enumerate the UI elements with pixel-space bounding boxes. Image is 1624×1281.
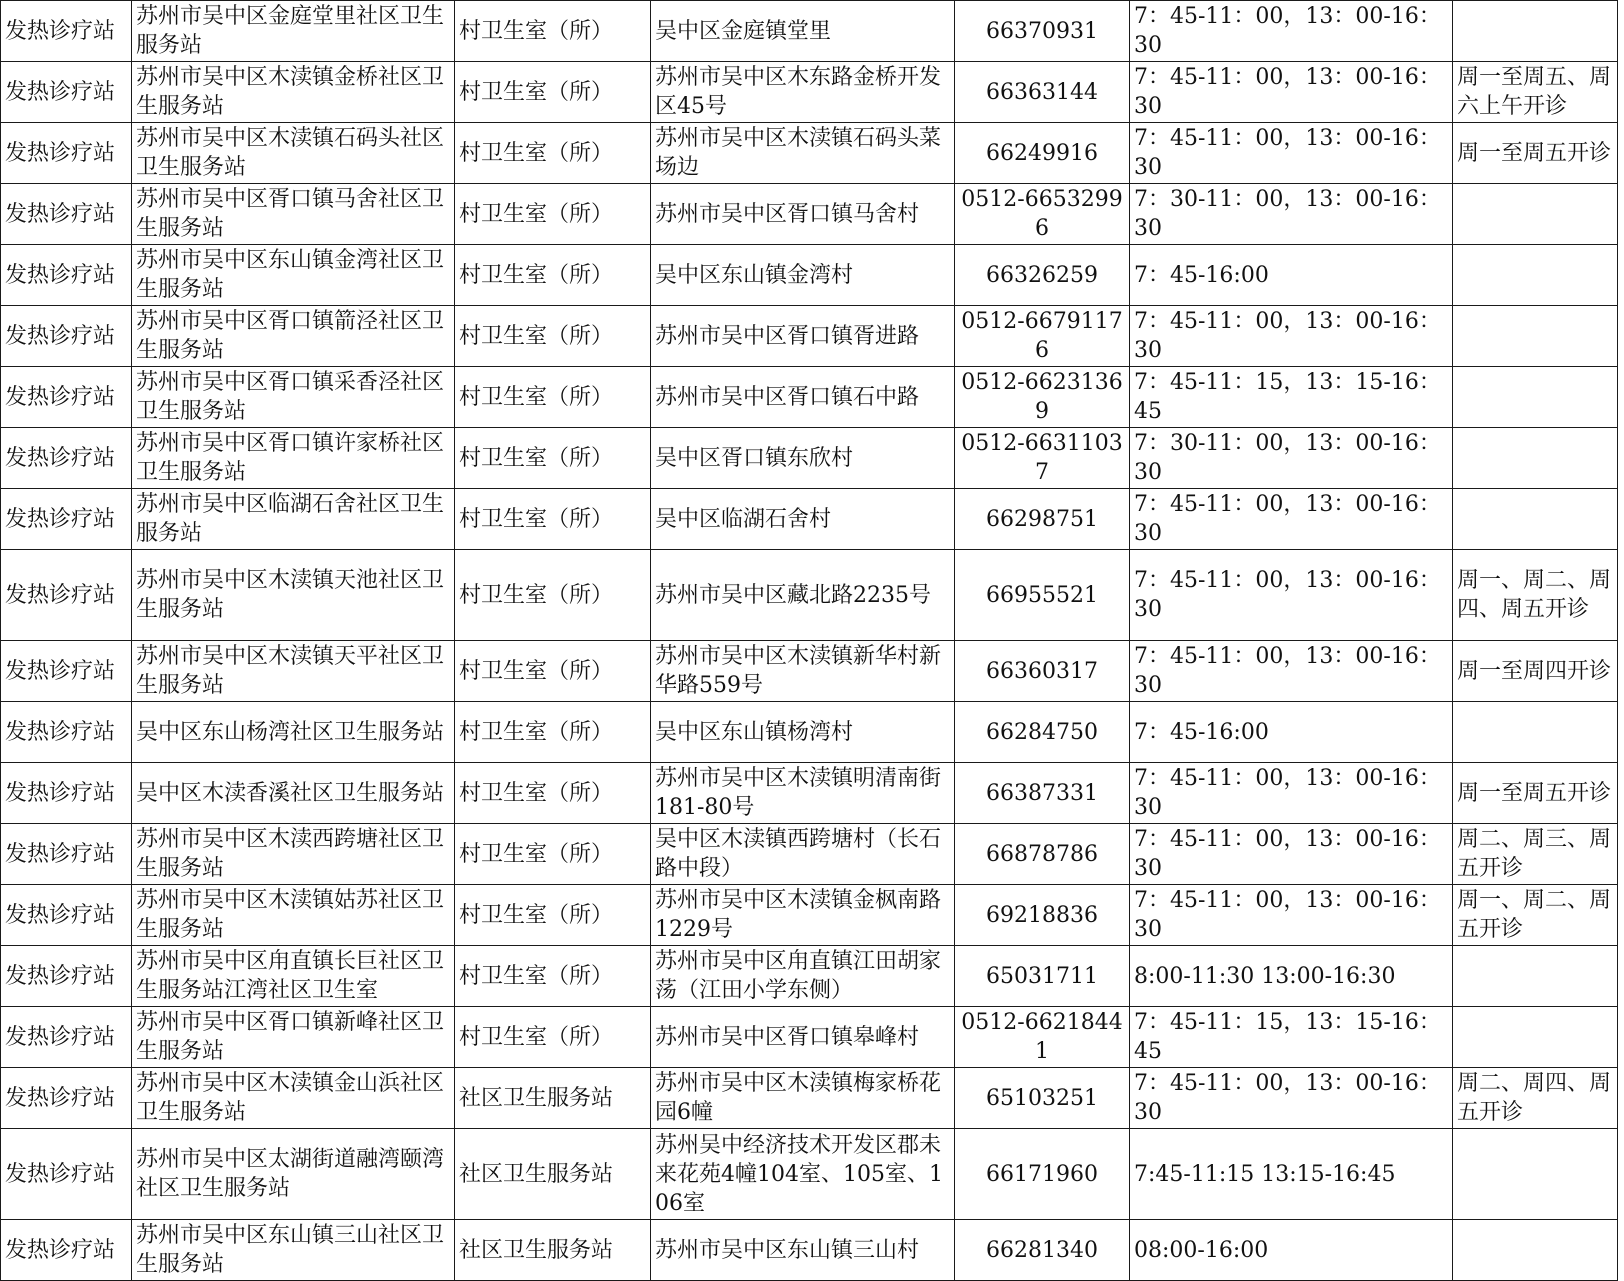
facility-type-cell: 村卫生室（所）	[455, 428, 651, 489]
phone-cell: 0512-66218441	[955, 1007, 1130, 1068]
address-cell: 苏州市吴中区胥口镇石中路	[651, 367, 955, 428]
phone-cell: 66249916	[955, 123, 1130, 184]
table-row	[1, 184, 1618, 245]
category-cell: 发热诊疗站	[1, 428, 132, 489]
table-row	[1, 62, 1618, 123]
facility-type-cell: 社区卫生服务站	[455, 1068, 651, 1129]
note-cell	[1453, 1220, 1618, 1281]
station-name-cell: 苏州市吴中区甪直镇长巨社区卫生服务站江湾社区卫生室	[132, 946, 455, 1007]
station-name-cell: 苏州市吴中区木渎镇金桥社区卫生服务站	[132, 62, 455, 123]
category-cell: 发热诊疗站	[1, 1220, 132, 1281]
phone-cell: 66387331	[955, 763, 1130, 824]
station-name-cell: 苏州市吴中区木渎镇天平社区卫生服务站	[132, 641, 455, 702]
table-row	[1, 885, 1618, 946]
note-cell	[1453, 1129, 1618, 1220]
station-name-cell: 苏州市吴中区木渎镇天池社区卫生服务站	[132, 550, 455, 641]
category-cell: 发热诊疗站	[1, 550, 132, 641]
facility-type-cell: 社区卫生服务站	[455, 1220, 651, 1281]
address-cell: 吴中区胥口镇东欣村	[651, 428, 955, 489]
table-row	[1, 489, 1618, 550]
station-name-cell: 苏州市吴中区木渎镇石码头社区卫生服务站	[132, 123, 455, 184]
category-cell: 发热诊疗站	[1, 123, 132, 184]
address-cell: 苏州市吴中区藏北路2235号	[651, 550, 955, 641]
category-cell: 发热诊疗站	[1, 1129, 132, 1220]
phone-cell: 65031711	[955, 946, 1130, 1007]
category-cell: 发热诊疗站	[1, 641, 132, 702]
note-cell	[1453, 1007, 1618, 1068]
note-cell: 周一至周五、周六上午开诊	[1453, 62, 1618, 123]
note-cell	[1453, 306, 1618, 367]
note-cell: 周一至周五开诊	[1453, 763, 1618, 824]
phone-cell: 69218836	[955, 885, 1130, 946]
category-cell: 发热诊疗站	[1, 824, 132, 885]
phone-cell: 66171960	[955, 1129, 1130, 1220]
table-row	[1, 1, 1618, 62]
phone-cell: 66360317	[955, 641, 1130, 702]
address-cell: 苏州市吴中区木东路金桥开发区45号	[651, 62, 955, 123]
note-cell: 周一、周二、周四、周五开诊	[1453, 550, 1618, 641]
station-name-cell: 苏州市吴中区金庭堂里社区卫生服务站	[132, 1, 455, 62]
hours-cell: 08:00-16:00	[1130, 1220, 1453, 1281]
facility-type-cell: 村卫生室（所）	[455, 641, 651, 702]
address-cell: 吴中区金庭镇堂里	[651, 1, 955, 62]
address-cell: 吴中区临湖石舍村	[651, 489, 955, 550]
phone-cell: 0512-66311037	[955, 428, 1130, 489]
facility-type-cell: 村卫生室（所）	[455, 306, 651, 367]
facility-type-cell: 村卫生室（所）	[455, 62, 651, 123]
station-name-cell: 苏州市吴中区胥口镇许家桥社区卫生服务站	[132, 428, 455, 489]
station-name-cell: 吴中区木渎香溪社区卫生服务站	[132, 763, 455, 824]
category-cell: 发热诊疗站	[1, 62, 132, 123]
category-cell: 发热诊疗站	[1, 1, 132, 62]
station-name-cell: 苏州市吴中区东山镇金湾社区卫生服务站	[132, 245, 455, 306]
facility-type-cell: 村卫生室（所）	[455, 946, 651, 1007]
hours-cell: 7：45-11：15，13：15-16：45	[1130, 1007, 1453, 1068]
note-cell: 周一至周五开诊	[1453, 123, 1618, 184]
table-row	[1, 824, 1618, 885]
facility-type-cell: 村卫生室（所）	[455, 763, 651, 824]
address-cell: 苏州市吴中区木渎镇新华村新华路559号	[651, 641, 955, 702]
station-name-cell: 苏州市吴中区胥口镇新峰社区卫生服务站	[132, 1007, 455, 1068]
facility-type-cell: 村卫生室（所）	[455, 885, 651, 946]
phone-cell: 66363144	[955, 62, 1130, 123]
facility-type-cell: 村卫生室（所）	[455, 367, 651, 428]
phone-cell: 66281340	[955, 1220, 1130, 1281]
address-cell: 吴中区木渎镇西跨塘村（长石路中段）	[651, 824, 955, 885]
hours-cell: 7：45-11：00，13：00-16：30	[1130, 489, 1453, 550]
table-row	[1, 702, 1618, 763]
note-cell	[1453, 245, 1618, 306]
note-cell	[1453, 946, 1618, 1007]
facility-type-cell: 村卫生室（所）	[455, 1007, 651, 1068]
hours-cell: 8:00-11:30 13:00-16:30	[1130, 946, 1453, 1007]
table-row	[1, 306, 1618, 367]
station-name-cell: 苏州市吴中区木渎镇金山浜社区卫生服务站	[132, 1068, 455, 1129]
category-cell: 发热诊疗站	[1, 367, 132, 428]
phone-cell: 66878786	[955, 824, 1130, 885]
address-cell: 苏州吴中经济技术开发区郡未来花苑4幢104室、105室、106室	[651, 1129, 955, 1220]
category-cell: 发热诊疗站	[1, 946, 132, 1007]
table-row	[1, 123, 1618, 184]
hours-cell: 7：45-11：15，13：15-16：45	[1130, 367, 1453, 428]
address-cell: 苏州市吴中区东山镇三山村	[651, 1220, 955, 1281]
hours-cell: 7：45-11：00，13：00-16：30	[1130, 763, 1453, 824]
table-row	[1, 1068, 1618, 1129]
station-name-cell: 苏州市吴中区太湖街道融湾颐湾社区卫生服务站	[132, 1129, 455, 1220]
table-row	[1, 550, 1618, 641]
station-name-cell: 苏州市吴中区胥口镇马舍社区卫生服务站	[132, 184, 455, 245]
phone-cell: 0512-66791176	[955, 306, 1130, 367]
hours-cell: 7：45-11：00，13：00-16：30	[1130, 123, 1453, 184]
note-cell	[1453, 489, 1618, 550]
table-row	[1, 1007, 1618, 1068]
facility-type-cell: 村卫生室（所）	[455, 550, 651, 641]
category-cell: 发热诊疗站	[1, 1068, 132, 1129]
phone-cell: 0512-66532996	[955, 184, 1130, 245]
note-cell	[1453, 184, 1618, 245]
phone-cell: 0512-66231369	[955, 367, 1130, 428]
category-cell: 发热诊疗站	[1, 306, 132, 367]
note-cell	[1453, 702, 1618, 763]
hours-cell: 7：45-11：00，13：00-16：30	[1130, 1, 1453, 62]
hours-cell: 7：45-16:00	[1130, 702, 1453, 763]
facility-type-cell: 村卫生室（所）	[455, 702, 651, 763]
note-cell: 周二、周四、周五开诊	[1453, 1068, 1618, 1129]
category-cell: 发热诊疗站	[1, 763, 132, 824]
hours-cell: 7:45-11:15 13:15-16:45	[1130, 1129, 1453, 1220]
table-row	[1, 1220, 1618, 1281]
address-cell: 苏州市吴中区木渎镇石码头菜场边	[651, 123, 955, 184]
phone-cell: 66326259	[955, 245, 1130, 306]
category-cell: 发热诊疗站	[1, 885, 132, 946]
address-cell: 吴中区东山镇杨湾村	[651, 702, 955, 763]
table-row	[1, 428, 1618, 489]
hours-cell: 7：30-11：00，13：00-16：30	[1130, 428, 1453, 489]
category-cell: 发热诊疗站	[1, 702, 132, 763]
note-cell: 周一、周二、周五开诊	[1453, 885, 1618, 946]
station-name-cell: 苏州市吴中区东山镇三山社区卫生服务站	[132, 1220, 455, 1281]
phone-cell: 66298751	[955, 489, 1130, 550]
station-name-cell: 苏州市吴中区胥口镇箭泾社区卫生服务站	[132, 306, 455, 367]
station-name-cell: 苏州市吴中区木渎镇姑苏社区卫生服务站	[132, 885, 455, 946]
hours-cell: 7：45-11：00，13：00-16：30	[1130, 306, 1453, 367]
facility-type-cell: 村卫生室（所）	[455, 123, 651, 184]
table-row	[1, 245, 1618, 306]
note-cell	[1453, 367, 1618, 428]
facility-type-cell: 社区卫生服务站	[455, 1129, 651, 1220]
note-cell	[1453, 428, 1618, 489]
note-cell: 周二、周三、周五开诊	[1453, 824, 1618, 885]
category-cell: 发热诊疗站	[1, 489, 132, 550]
address-cell: 苏州市吴中区胥口镇胥进路	[651, 306, 955, 367]
facility-type-cell: 村卫生室（所）	[455, 1, 651, 62]
address-cell: 苏州市吴中区胥口镇皋峰村	[651, 1007, 955, 1068]
phone-cell: 66284750	[955, 702, 1130, 763]
table-row	[1, 763, 1618, 824]
address-cell: 苏州市吴中区甪直镇江田胡家荡（江田小学东侧）	[651, 946, 955, 1007]
hours-cell: 7：30-11：00，13：00-16：30	[1130, 184, 1453, 245]
hours-cell: 7：45-11：00，13：00-16：30	[1130, 824, 1453, 885]
address-cell: 苏州市吴中区木渎镇明清南街181-80号	[651, 763, 955, 824]
phone-cell: 66370931	[955, 1, 1130, 62]
table-row	[1, 641, 1618, 702]
clinic-table-body	[1, 1, 1618, 1281]
station-name-cell: 苏州市吴中区临湖石舍社区卫生服务站	[132, 489, 455, 550]
hours-cell: 7：45-11：00，13：00-16：30	[1130, 550, 1453, 641]
hours-cell: 7：45-11：00，13：00-16：30	[1130, 885, 1453, 946]
station-name-cell: 苏州市吴中区胥口镇采香泾社区卫生服务站	[132, 367, 455, 428]
hours-cell: 7：45-11：00，13：00-16：30	[1130, 1068, 1453, 1129]
hours-cell: 7：45-11：00，13：00-16：30	[1130, 641, 1453, 702]
facility-type-cell: 村卫生室（所）	[455, 245, 651, 306]
station-name-cell: 苏州市吴中区木渎西跨塘社区卫生服务站	[132, 824, 455, 885]
facility-type-cell: 村卫生室（所）	[455, 184, 651, 245]
address-cell: 苏州市吴中区胥口镇马舍村	[651, 184, 955, 245]
facility-type-cell: 村卫生室（所）	[455, 824, 651, 885]
table-row	[1, 367, 1618, 428]
address-cell: 吴中区东山镇金湾村	[651, 245, 955, 306]
table-row	[1, 1129, 1618, 1220]
station-name-cell: 吴中区东山杨湾社区卫生服务站	[132, 702, 455, 763]
category-cell: 发热诊疗站	[1, 1007, 132, 1068]
phone-cell: 65103251	[955, 1068, 1130, 1129]
facility-type-cell: 村卫生室（所）	[455, 489, 651, 550]
phone-cell: 66955521	[955, 550, 1130, 641]
category-cell: 发热诊疗站	[1, 245, 132, 306]
address-cell: 苏州市吴中区木渎镇梅家桥花园6幢	[651, 1068, 955, 1129]
note-cell: 周一至周四开诊	[1453, 641, 1618, 702]
category-cell: 发热诊疗站	[1, 184, 132, 245]
address-cell: 苏州市吴中区木渎镇金枫南路1229号	[651, 885, 955, 946]
hours-cell: 7：45-11：00，13：00-16：30	[1130, 62, 1453, 123]
table-row	[1, 946, 1618, 1007]
note-cell	[1453, 1, 1618, 62]
hours-cell: 7：45-16:00	[1130, 245, 1453, 306]
